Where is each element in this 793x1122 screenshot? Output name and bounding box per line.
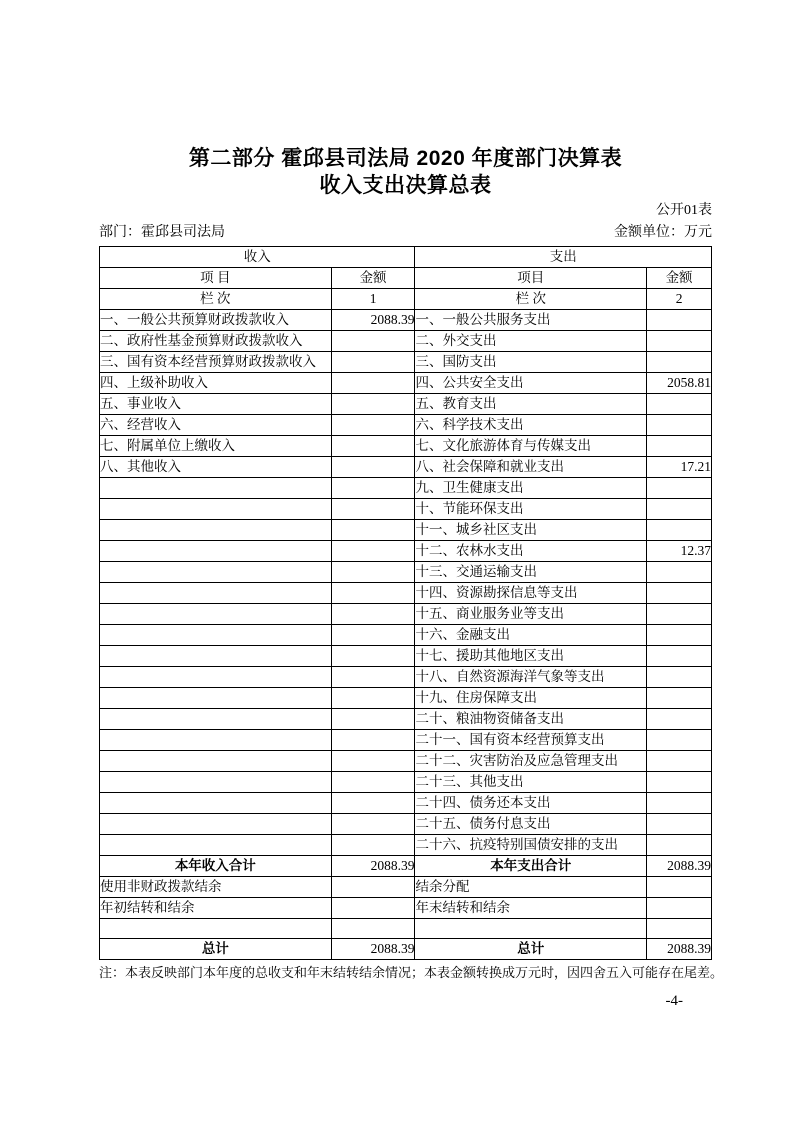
income-item-cell: 使用非财政拨款结余: [100, 877, 332, 898]
expense-item-cell: 二十、粮油物资储备支出: [415, 709, 647, 730]
income-amount-cell: [331, 520, 415, 541]
expense-amount-cell: [647, 394, 712, 415]
page-title-line1: 第二部分 霍邱县司法局 2020 年度部门决算表: [188, 147, 623, 170]
income-item-cell: 总计: [100, 939, 332, 960]
expense-item-cell: 总计: [415, 939, 647, 960]
expense-item-cell: 十、节能环保支出: [415, 499, 647, 520]
income-item-cell: [100, 730, 332, 751]
table-body: [100, 310, 712, 960]
expense-item-cell: 二十五、债务付息支出: [415, 814, 647, 835]
expense-item-header: 项目: [415, 268, 647, 289]
table-row: [100, 604, 712, 625]
income-amount-cell: 2088.39: [331, 939, 415, 960]
table-meta-row: [99, 224, 712, 241]
expense-amount-cell: [647, 310, 712, 331]
expense-item-cell: 十五、商业服务业等支出: [415, 604, 647, 625]
income-item-cell: [100, 919, 332, 939]
expense-item-cell: 十一、城乡社区支出: [415, 520, 647, 541]
income-amount-cell: [331, 772, 415, 793]
expense-item-cell: 十六、金融支出: [415, 625, 647, 646]
expense-item-cell: [415, 919, 647, 939]
table-row: [100, 772, 712, 793]
expense-amount-cell: [647, 520, 712, 541]
income-amount-cell: [331, 415, 415, 436]
income-amount-cell: [331, 709, 415, 730]
income-amount-cell: [331, 562, 415, 583]
expense-item-cell: 二十一、国有资本经营预算支出: [415, 730, 647, 751]
expense-amount-cell: [647, 709, 712, 730]
table-row: [100, 730, 712, 751]
expense-amount-cell: [647, 688, 712, 709]
expense-amount-cell: [647, 919, 712, 939]
income-amount-cell: [331, 478, 415, 499]
expense-item-cell: 二十二、灾害防治及应急管理支出: [415, 751, 647, 772]
column-header-row: [100, 268, 712, 289]
expense-amount-cell: [647, 583, 712, 604]
expense-index-number: 2: [647, 289, 712, 310]
table-row: [100, 478, 712, 499]
table-row: [100, 751, 712, 772]
expense-amount-cell: [647, 835, 712, 856]
table-row: [100, 499, 712, 520]
income-amount-cell: [331, 604, 415, 625]
income-section-header: 收入: [100, 247, 415, 268]
income-amount-cell: 2088.39: [331, 856, 415, 877]
table-row: [100, 310, 712, 331]
income-amount-cell: [331, 877, 415, 898]
table-row: [100, 625, 712, 646]
expense-amount-cell: [647, 772, 712, 793]
income-amount-cell: [331, 751, 415, 772]
expense-amount-cell: [647, 604, 712, 625]
expense-amount-cell: 2088.39: [647, 856, 712, 877]
income-item-cell: 一、一般公共预算财政拨款收入: [100, 310, 332, 331]
expense-amount-cell: [647, 646, 712, 667]
table-row: [100, 562, 712, 583]
income-amount-cell: [331, 898, 415, 919]
section-header-row: [100, 247, 712, 268]
note-text: 注：本表反映部门本年度的总收支和年末结转结余情况；本表金额转换成万元时，因四舍五入可能存在尾差。: [99, 965, 724, 980]
table-row: [100, 436, 712, 457]
income-item-cell: [100, 772, 332, 793]
income-item-cell: 本年收入合计: [100, 856, 332, 877]
income-item-cell: [100, 520, 332, 541]
table-row: [100, 331, 712, 352]
income-item-cell: 八、其他收入: [100, 457, 332, 478]
table-row: [100, 415, 712, 436]
expense-item-cell: 结余分配: [415, 877, 647, 898]
expense-amount-cell: [647, 793, 712, 814]
expense-amount-cell: [647, 562, 712, 583]
unit-label: 金额单位：万元: [614, 225, 712, 240]
expense-amount-cell: [647, 499, 712, 520]
income-index-number: 1: [331, 289, 415, 310]
income-item-cell: 年初结转和结余: [100, 898, 332, 919]
income-amount-cell: [331, 667, 415, 688]
income-amount-cell: [331, 625, 415, 646]
table-row: [100, 856, 712, 877]
expense-amount-cell: [647, 898, 712, 919]
table-row: [100, 457, 712, 478]
table-row: [100, 898, 712, 919]
expense-item-cell: 二、外交支出: [415, 331, 647, 352]
page-number: -4-: [665, 993, 683, 1009]
expense-amount-cell: [647, 877, 712, 898]
table-row: [100, 814, 712, 835]
income-item-header: 项 目: [100, 268, 332, 289]
budget-summary-table: [99, 246, 712, 960]
income-item-cell: [100, 793, 332, 814]
income-amount-cell: [331, 331, 415, 352]
expense-item-cell: 二十三、其他支出: [415, 772, 647, 793]
expense-item-cell: 十九、住房保障支出: [415, 688, 647, 709]
expense-section-header: 支出: [415, 247, 712, 268]
expense-item-cell: 十八、自然资源海洋气象等支出: [415, 667, 647, 688]
table-code-label: 公开01表: [656, 203, 712, 218]
income-amount-cell: [331, 352, 415, 373]
income-item-cell: 六、经营收入: [100, 415, 332, 436]
expense-amount-cell: 2058.81: [647, 373, 712, 394]
expense-amount-cell: [647, 436, 712, 457]
income-amount-cell: [331, 541, 415, 562]
income-amount-cell: [331, 793, 415, 814]
income-item-cell: [100, 835, 332, 856]
table-row: [100, 583, 712, 604]
income-item-cell: 四、上级补助收入: [100, 373, 332, 394]
expense-item-cell: 四、公共安全支出: [415, 373, 647, 394]
income-item-cell: [100, 667, 332, 688]
income-amount-cell: [331, 499, 415, 520]
expense-amount-cell: [647, 667, 712, 688]
expense-item-cell: 十七、援助其他地区支出: [415, 646, 647, 667]
expense-amount-cell: [647, 478, 712, 499]
income-item-cell: [100, 646, 332, 667]
expense-item-cell: 七、文化旅游体育与传媒支出: [415, 436, 647, 457]
expense-item-cell: 十三、交通运输支出: [415, 562, 647, 583]
expense-item-cell: 一、一般公共服务支出: [415, 310, 647, 331]
income-amount-cell: [331, 394, 415, 415]
expense-item-cell: 二十六、抗疫特别国债安排的支出: [415, 835, 647, 856]
index-row: [100, 289, 712, 310]
table-row: [100, 520, 712, 541]
table-row: [100, 394, 712, 415]
table-row: [100, 709, 712, 730]
income-item-cell: [100, 604, 332, 625]
expense-amount-cell: [647, 751, 712, 772]
income-item-cell: [100, 688, 332, 709]
income-amount-cell: [331, 436, 415, 457]
expense-amount-cell: [647, 814, 712, 835]
table-row: [100, 646, 712, 667]
expense-item-cell: 九、卫生健康支出: [415, 478, 647, 499]
expense-amount-cell: [647, 730, 712, 751]
page-content: [99, 0, 724, 981]
income-amount-cell: [331, 373, 415, 394]
expense-item-cell: 五、教育支出: [415, 394, 647, 415]
income-amount-cell: 2088.39: [331, 310, 415, 331]
expense-amount-cell: 2088.39: [647, 939, 712, 960]
income-amount-cell: [331, 814, 415, 835]
expense-item-cell: 三、国防支出: [415, 352, 647, 373]
income-item-cell: [100, 562, 332, 583]
income-amount-cell: [331, 919, 415, 939]
income-item-cell: [100, 709, 332, 730]
table-row: [100, 688, 712, 709]
expense-amount-cell: [647, 352, 712, 373]
expense-item-cell: 本年支出合计: [415, 856, 647, 877]
expense-amount-cell: 12.37: [647, 541, 712, 562]
expense-item-cell: 年末结转和结余: [415, 898, 647, 919]
expense-amount-cell: [647, 415, 712, 436]
expense-item-cell: 六、科学技术支出: [415, 415, 647, 436]
income-item-cell: 五、事业收入: [100, 394, 332, 415]
income-item-cell: [100, 814, 332, 835]
income-amount-header: 金额: [331, 268, 415, 289]
income-amount-cell: [331, 646, 415, 667]
income-item-cell: [100, 583, 332, 604]
table-row: [100, 919, 712, 939]
income-item-cell: [100, 751, 332, 772]
table-row: [100, 667, 712, 688]
expense-amount-cell: [647, 331, 712, 352]
expense-amount-header: 金额: [647, 268, 712, 289]
expense-amount-cell: [647, 625, 712, 646]
income-amount-cell: [331, 583, 415, 604]
table-row: [100, 373, 712, 394]
table-row: [100, 939, 712, 960]
income-item-cell: 七、附属单位上缴收入: [100, 436, 332, 457]
income-item-cell: [100, 625, 332, 646]
income-index-label: 栏 次: [100, 289, 332, 310]
income-item-cell: 三、国有资本经营预算财政拨款收入: [100, 352, 332, 373]
expense-amount-cell: 17.21: [647, 457, 712, 478]
table-row: [100, 541, 712, 562]
income-amount-cell: [331, 688, 415, 709]
expense-item-cell: 十四、资源勘探信息等支出: [415, 583, 647, 604]
expense-index-label: 栏 次: [415, 289, 647, 310]
table-row: [100, 352, 712, 373]
income-amount-cell: [331, 457, 415, 478]
table-row: [100, 877, 712, 898]
expense-item-cell: 十二、农林水支出: [415, 541, 647, 562]
income-amount-cell: [331, 835, 415, 856]
income-amount-cell: [331, 730, 415, 751]
expense-item-cell: 八、社会保障和就业支出: [415, 457, 647, 478]
table-row: [100, 835, 712, 856]
income-item-cell: [100, 478, 332, 499]
income-item-cell: [100, 499, 332, 520]
department-label: 部门：霍邱县司法局: [99, 225, 225, 240]
expense-item-cell: 二十四、债务还本支出: [415, 793, 647, 814]
income-item-cell: 二、政府性基金预算财政拨款收入: [100, 331, 332, 352]
table-row: [100, 793, 712, 814]
page-title-line2: 收入支出决算总表: [319, 174, 492, 197]
income-item-cell: [100, 541, 332, 562]
